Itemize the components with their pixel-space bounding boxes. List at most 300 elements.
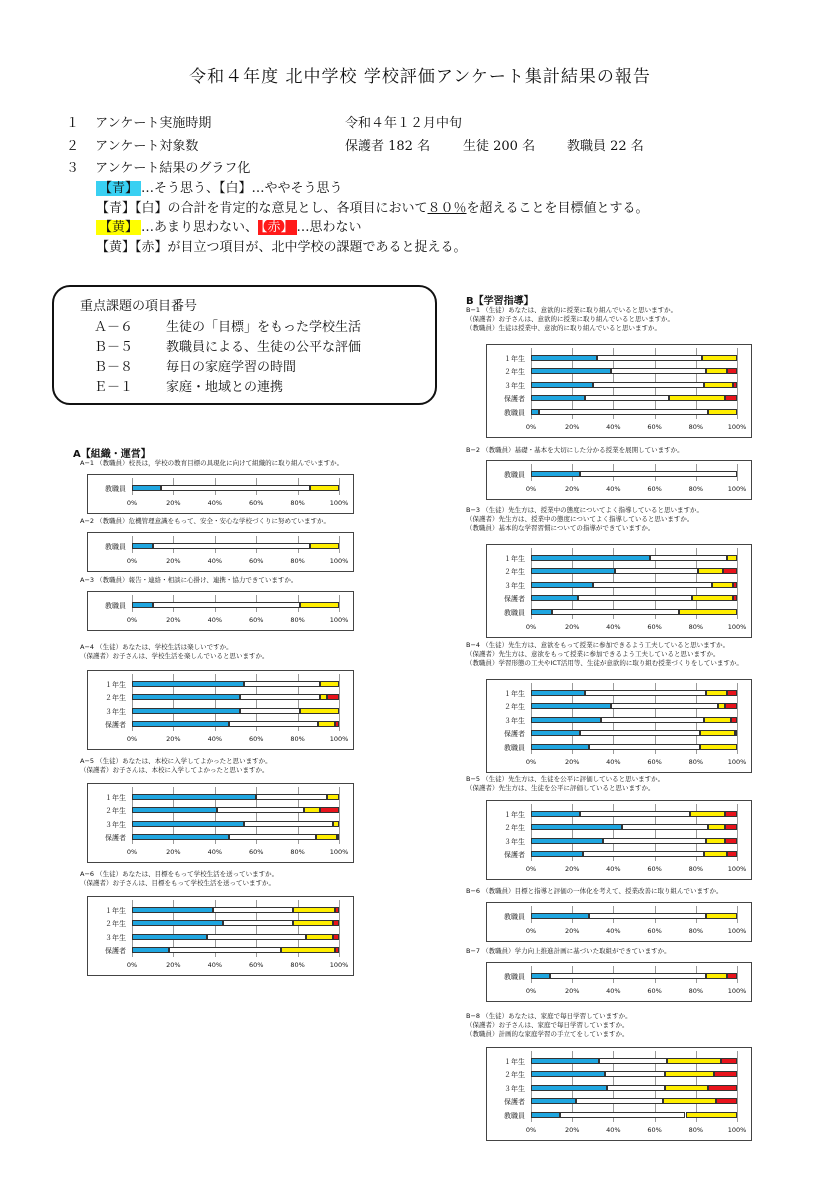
priority-text: 毎日の家庭学習の時間 bbox=[166, 360, 297, 375]
bar-segment-white bbox=[560, 1112, 686, 1118]
bar-segment-white bbox=[576, 1098, 663, 1104]
bar-segment-white bbox=[223, 920, 293, 926]
bar-segment-red bbox=[727, 690, 737, 696]
bar-segment-blue bbox=[132, 681, 244, 687]
question-text: （保護者）先生方は、生徒を公平に評価していると思いますか。 bbox=[466, 784, 655, 792]
question-text: A−6 （生徒）あなたは、目標をもって学校生活を送っていますか。 bbox=[80, 870, 279, 878]
bar-segment-blue bbox=[531, 609, 552, 615]
bar-segment-white bbox=[589, 744, 700, 750]
bar-segment-white bbox=[615, 568, 697, 574]
question-text: （保護者）お子さんは、家庭で毎日学習していますか。 bbox=[466, 1021, 629, 1029]
bar-segment-white bbox=[169, 947, 281, 953]
bar-row bbox=[531, 730, 737, 736]
axis-tick-label: 20% bbox=[564, 986, 580, 995]
bar-segment-yellow bbox=[669, 395, 725, 401]
bar-segment-blue bbox=[132, 543, 153, 549]
bar-segment-white bbox=[240, 694, 321, 700]
bar-segment-white bbox=[605, 1071, 665, 1077]
question-text: B−1 （生徒）あなたは、意欲的に授業に取り組んでいると思いますか。 bbox=[466, 306, 678, 314]
bar-segment-blue bbox=[531, 1112, 560, 1118]
question-text: A−2 （教職員）危機管理意識をもって、安全・安心な学校づくりに努めていますか。 bbox=[80, 517, 330, 525]
bar-segment-red bbox=[714, 1071, 737, 1077]
category-label: ２年生 bbox=[105, 694, 126, 703]
axis-tick-label: 0% bbox=[525, 422, 537, 431]
bar-row bbox=[132, 807, 339, 813]
bar-segment-red bbox=[733, 595, 737, 601]
axis-tick-label: 20% bbox=[564, 865, 580, 873]
axis-tick-label: 80% bbox=[688, 757, 704, 766]
axis-tick-label: 20% bbox=[564, 757, 580, 766]
bar-segment-yellow bbox=[281, 947, 335, 953]
question-text: （教職員）基本的な学習習慣についての指導ができていますか。 bbox=[466, 524, 655, 532]
bar-segment-white bbox=[603, 838, 706, 844]
bar-segment-white bbox=[593, 382, 704, 388]
bar-segment-blue bbox=[531, 973, 550, 979]
bar-segment-yellow bbox=[316, 834, 337, 840]
info-line-2 bbox=[66, 135, 198, 154]
category-label: ３年生 bbox=[504, 1084, 525, 1093]
axis-tick-label: 20% bbox=[564, 926, 580, 935]
bar-segment-yellow bbox=[300, 708, 339, 714]
gridline bbox=[339, 787, 340, 844]
stacked-bar-chart-a-5 bbox=[87, 783, 354, 863]
bar-segment-yellow bbox=[667, 1058, 721, 1064]
axis-tick-label: 100% bbox=[329, 556, 349, 565]
bar-segment-yellow bbox=[704, 717, 731, 723]
category-label: ３年生 bbox=[105, 820, 126, 829]
gridline bbox=[737, 683, 738, 754]
category-label: 保護者 bbox=[105, 834, 126, 843]
page-title: 令和４年度 北中学校 学校評価アンケート集計結果の報告 bbox=[189, 67, 651, 87]
bar-segment-white bbox=[580, 811, 689, 817]
bar-segment-blue bbox=[531, 471, 580, 477]
info-label: アンケート実施時期 bbox=[95, 116, 212, 131]
bar-segment-red bbox=[333, 920, 339, 926]
section-title-a: A【組織・運営】 bbox=[73, 449, 151, 460]
bar-segment-red bbox=[723, 568, 737, 574]
bar-segment-yellow bbox=[304, 807, 321, 813]
legend-text: …そう思う、【白】…ややそう思う bbox=[141, 181, 343, 196]
category-label: ２年生 bbox=[105, 807, 126, 816]
bar-row bbox=[531, 913, 737, 919]
bar-segment-white bbox=[256, 794, 326, 800]
bar-row bbox=[531, 395, 737, 401]
axis-tick-label: 0% bbox=[126, 556, 138, 565]
bar-segment-blue bbox=[132, 834, 229, 840]
bar-row bbox=[531, 1058, 737, 1064]
question-text: （教職員）生徒は授業中、意欲的に取り組んでいると思いますか。 bbox=[466, 324, 661, 332]
stacked-bar-chart-a-1 bbox=[87, 474, 354, 514]
axis-tick-label: 40% bbox=[606, 926, 621, 935]
bar-row bbox=[132, 485, 339, 491]
bar-row bbox=[132, 721, 339, 727]
info-line-3 bbox=[66, 157, 250, 176]
gridline bbox=[339, 478, 340, 495]
axis-tick-label: 0% bbox=[525, 865, 537, 873]
bar-segment-white bbox=[578, 595, 691, 601]
axis-tick-label: 100% bbox=[727, 986, 747, 995]
bar-segment-white bbox=[161, 485, 310, 491]
axis-tick-label: 20% bbox=[166, 848, 181, 856]
category-label: ２年生 bbox=[504, 1071, 525, 1080]
stacked-bar-chart-b-7 bbox=[486, 962, 752, 1002]
bar-segment-white bbox=[539, 409, 708, 415]
axis-tick-label: 20% bbox=[564, 622, 580, 631]
priority-text: 教職員による、生徒の公平な評価 bbox=[166, 340, 362, 355]
axis-tick-label: 20% bbox=[564, 422, 580, 431]
category-label: 教職員 bbox=[504, 912, 525, 921]
axis-tick-label: 100% bbox=[727, 865, 747, 873]
category-label: ３年生 bbox=[504, 381, 525, 390]
bar-segment-blue bbox=[531, 703, 611, 709]
blue-highlight: 【青】 bbox=[96, 181, 141, 196]
bar-segment-yellow bbox=[320, 681, 339, 687]
axis-tick-label: 60% bbox=[647, 926, 662, 935]
info-number: ２ bbox=[66, 139, 80, 154]
bar-row bbox=[132, 907, 339, 913]
count-staff: 教職員 22 名 bbox=[567, 139, 644, 154]
axis-tick-label: 80% bbox=[290, 735, 305, 743]
category-label: 保護者 bbox=[504, 1098, 525, 1107]
gridline bbox=[339, 536, 340, 553]
axis-tick-label: 0% bbox=[525, 484, 537, 493]
bar-segment-white bbox=[585, 690, 707, 696]
bar-segment-white bbox=[213, 907, 294, 913]
category-label: ３年生 bbox=[105, 933, 126, 942]
legend-text: を超えることを目標値とする。 bbox=[466, 201, 649, 216]
bar-segment-white bbox=[207, 934, 306, 940]
axis-tick-label: 40% bbox=[207, 498, 223, 507]
axis-tick-label: 60% bbox=[248, 848, 264, 856]
axis-tick-label: 0% bbox=[525, 622, 537, 631]
stacked-bar-chart-a-2 bbox=[87, 532, 354, 572]
category-label: ２年生 bbox=[504, 368, 525, 377]
axis-tick-label: 60% bbox=[248, 961, 264, 969]
axis-tick-label: 60% bbox=[647, 622, 662, 631]
bar-segment-yellow bbox=[706, 368, 727, 374]
count-students: 生徒 200 名 bbox=[463, 139, 536, 154]
axis-tick-label: 40% bbox=[606, 484, 621, 493]
bar-segment-yellow bbox=[306, 934, 333, 940]
bar-row bbox=[132, 681, 339, 687]
category-label: 教職員 bbox=[105, 484, 126, 493]
bar-segment-yellow bbox=[310, 543, 339, 549]
gridline bbox=[737, 348, 738, 419]
axis-tick-label: 100% bbox=[329, 498, 349, 507]
axis-tick-label: 80% bbox=[290, 556, 305, 565]
bar-row bbox=[132, 694, 339, 700]
bar-segment-red bbox=[727, 851, 737, 857]
bar-segment-yellow bbox=[327, 794, 339, 800]
axis-tick-label: 20% bbox=[166, 961, 181, 969]
stacked-bar-chart-b-4 bbox=[486, 679, 752, 773]
survey-period-value: 令和４年１２月中旬 bbox=[345, 116, 463, 131]
axis-tick-label: 80% bbox=[290, 615, 305, 624]
priority-item bbox=[94, 336, 361, 355]
axis-tick-label: 20% bbox=[166, 556, 181, 565]
bar-segment-yellow bbox=[704, 851, 727, 857]
bar-segment-blue bbox=[132, 807, 217, 813]
priority-title: 重点課題の項目番号 bbox=[80, 299, 198, 314]
category-label: 教職員 bbox=[504, 743, 525, 752]
axis-tick-label: 100% bbox=[727, 1125, 747, 1134]
bar-segment-blue bbox=[531, 568, 615, 574]
axis-tick-label: 80% bbox=[688, 622, 704, 631]
category-label: 教職員 bbox=[504, 1111, 525, 1120]
bar-segment-white bbox=[593, 582, 712, 588]
bar-segment-yellow bbox=[665, 1085, 708, 1091]
bar-segment-blue bbox=[132, 907, 213, 913]
question-text: （保護者）先生方は、意欲をもって授業に参加できるよう工夫していると思いますか。 bbox=[466, 650, 720, 658]
axis-tick-label: 60% bbox=[248, 556, 264, 565]
gridline bbox=[737, 966, 738, 983]
bar-segment-yellow bbox=[700, 730, 735, 736]
question-text: B−4 （生徒）先生方は、意欲をもって授業に参加できるよう工夫していると思いますか。 bbox=[466, 641, 730, 649]
bar-row bbox=[132, 934, 339, 940]
bar-segment-yellow bbox=[698, 568, 723, 574]
bar-segment-blue bbox=[531, 811, 580, 817]
bar-row bbox=[531, 1112, 737, 1118]
bar-segment-white bbox=[552, 609, 680, 615]
axis-tick-label: 100% bbox=[727, 926, 747, 935]
legend-line-3 bbox=[96, 216, 362, 235]
axis-tick-label: 100% bbox=[329, 848, 349, 856]
axis-tick-label: 40% bbox=[207, 961, 223, 969]
category-label: １年生 bbox=[504, 689, 525, 698]
axis-tick-label: 60% bbox=[647, 757, 662, 766]
bar-segment-blue bbox=[132, 602, 153, 608]
bar-segment-white bbox=[550, 973, 707, 979]
bar-segment-red bbox=[335, 907, 339, 913]
bar-segment-blue bbox=[531, 382, 593, 388]
gridline bbox=[339, 900, 340, 957]
axis-tick-label: 80% bbox=[688, 926, 704, 935]
bar-segment-yellow bbox=[333, 821, 339, 827]
bar-segment-yellow bbox=[318, 721, 335, 727]
red-highlight: 【赤】 bbox=[258, 220, 297, 235]
count-parents: 保護者 182 名 bbox=[345, 139, 431, 154]
axis-tick-label: 0% bbox=[525, 986, 537, 995]
legend-text: 【青】【白】の合計を肯定的な意見とし、各項目において bbox=[96, 201, 428, 216]
bar-segment-white bbox=[229, 834, 316, 840]
bar-segment-red bbox=[335, 721, 339, 727]
bar-segment-red bbox=[727, 973, 737, 979]
axis-tick-label: 60% bbox=[647, 986, 662, 995]
category-label: １年生 bbox=[105, 680, 126, 689]
question-text: （保護者）お子さんは、学校生活を楽しんでいると思いますか。 bbox=[80, 652, 269, 660]
category-label: 保護者 bbox=[504, 395, 525, 404]
question-text: B−6 （教職員）目標と指導と評価の一体化を考えて、授業改善に取り組んでいますか。 bbox=[466, 887, 723, 895]
axis-tick-label: 40% bbox=[606, 865, 621, 873]
bar-segment-blue bbox=[132, 794, 256, 800]
bar-row bbox=[132, 821, 339, 827]
stacked-bar-chart-a-4 bbox=[87, 670, 354, 750]
bar-segment-blue bbox=[531, 395, 585, 401]
stacked-bar-chart-b-2 bbox=[486, 460, 752, 500]
bar-segment-blue bbox=[132, 694, 240, 700]
question-text: A−5 （生徒）あなたは、本校に入学してよかったと思いますか。 bbox=[80, 757, 272, 765]
axis-tick-label: 0% bbox=[126, 961, 138, 969]
question-text: （保護者）お子さんは、意欲的に授業に取り組んでいると思いますか。 bbox=[466, 315, 674, 323]
bar-row bbox=[531, 824, 737, 830]
bar-segment-yellow bbox=[690, 811, 725, 817]
question-text: B−5 （生徒）先生方は、生徒を公平に評価していると思いますか。 bbox=[466, 775, 665, 783]
category-label: ３年生 bbox=[105, 707, 126, 716]
bar-segment-blue bbox=[132, 920, 223, 926]
question-text: B−2 （教職員）基礎・基本を大切にした分かる授業を展開していますか。 bbox=[466, 446, 684, 454]
axis-tick-label: 40% bbox=[207, 556, 223, 565]
bar-segment-white bbox=[580, 471, 737, 477]
axis-tick-label: 0% bbox=[525, 926, 537, 935]
bar-row bbox=[531, 609, 737, 615]
bar-segment-yellow bbox=[692, 595, 733, 601]
bar-segment-blue bbox=[531, 730, 580, 736]
bar-row bbox=[531, 838, 737, 844]
axis-tick-label: 40% bbox=[207, 615, 223, 624]
bar-segment-white bbox=[217, 807, 304, 813]
stacked-bar-chart-a-6 bbox=[87, 896, 354, 976]
bar-row bbox=[531, 409, 737, 415]
axis-tick-label: 20% bbox=[564, 484, 580, 493]
bar-segment-white bbox=[240, 708, 300, 714]
bar-segment-red bbox=[733, 382, 737, 388]
axis-tick-label: 0% bbox=[126, 615, 138, 624]
bar-segment-white bbox=[599, 1058, 667, 1064]
axis-tick-label: 60% bbox=[647, 484, 662, 493]
bar-row bbox=[531, 595, 737, 601]
bar-segment-white bbox=[229, 721, 318, 727]
bar-segment-white bbox=[580, 730, 699, 736]
legend-line-2 bbox=[96, 197, 649, 216]
legend-line-4: 【黄】【赤】が目立つ項目が、北中学校の課題であると捉える。 bbox=[96, 240, 467, 255]
bar-segment-white bbox=[244, 681, 321, 687]
axis-tick-label: 40% bbox=[207, 735, 223, 743]
category-label: 保護者 bbox=[504, 851, 525, 860]
question-text: A−1 （教職員）校長は，学校の教育目標の具現化に向けて組織的に取り組んでいますか。 bbox=[80, 459, 344, 467]
category-label: １年生 bbox=[504, 354, 525, 363]
stacked-bar-chart-b-1 bbox=[486, 344, 752, 438]
axis-tick-label: 0% bbox=[126, 848, 138, 856]
axis-tick-label: 80% bbox=[290, 961, 305, 969]
bar-segment-red bbox=[725, 395, 737, 401]
bar-segment-red bbox=[735, 730, 737, 736]
bar-segment-blue bbox=[132, 721, 229, 727]
bar-segment-yellow bbox=[727, 555, 737, 561]
category-label: １年生 bbox=[105, 906, 126, 915]
axis-tick-label: 40% bbox=[606, 422, 621, 431]
gridline bbox=[737, 464, 738, 481]
bar-row bbox=[531, 690, 737, 696]
axis-tick-label: 60% bbox=[248, 498, 264, 507]
bar-row bbox=[531, 568, 737, 574]
bar-segment-blue bbox=[531, 1098, 576, 1104]
priority-box bbox=[52, 285, 437, 405]
axis-tick-label: 40% bbox=[606, 757, 621, 766]
axis-tick-label: 20% bbox=[166, 498, 181, 507]
question-text: （保護者）お子さんは、目標をもって学校生活を送っていますか。 bbox=[80, 879, 275, 887]
axis-tick-label: 80% bbox=[688, 484, 704, 493]
question-text: B−8 （生徒）あなたは、家庭で毎日学習していますか。 bbox=[466, 1012, 632, 1020]
bar-segment-yellow bbox=[706, 690, 727, 696]
category-label: 保護者 bbox=[504, 595, 525, 604]
gridline bbox=[737, 548, 738, 619]
bar-segment-white bbox=[607, 1085, 665, 1091]
bar-row bbox=[531, 703, 737, 709]
bar-segment-blue bbox=[132, 947, 169, 953]
info-label: アンケート対象数 bbox=[95, 139, 199, 154]
bar-segment-blue bbox=[531, 690, 585, 696]
category-label: １年生 bbox=[504, 810, 525, 819]
axis-tick-label: 80% bbox=[290, 848, 305, 856]
category-label: ３年生 bbox=[504, 581, 525, 590]
bar-row bbox=[531, 811, 737, 817]
bar-segment-blue bbox=[531, 409, 539, 415]
target-value: ８０％ bbox=[427, 201, 467, 216]
question-text: （教職員）学習形態の工夫やICT活用等、生徒が意欲的に取り組む授業づくりをしていますか。 bbox=[466, 659, 743, 667]
bar-segment-red bbox=[716, 1098, 737, 1104]
question-text: B−3 （生徒）先生方は、授業中の態度についてよく指導していると思いますか。 bbox=[466, 506, 703, 514]
axis-tick-label: 100% bbox=[727, 622, 747, 631]
category-label: 教職員 bbox=[504, 470, 525, 479]
bar-segment-white bbox=[153, 602, 300, 608]
axis-tick-label: 40% bbox=[207, 848, 223, 856]
bar-segment-white bbox=[589, 913, 706, 919]
bar-segment-blue bbox=[531, 717, 601, 723]
bar-segment-red bbox=[337, 834, 339, 840]
bar-segment-yellow bbox=[706, 973, 727, 979]
info-label: アンケート結果のグラフ化 bbox=[95, 161, 251, 176]
gridline bbox=[737, 804, 738, 861]
category-label: 保護者 bbox=[105, 947, 126, 956]
bar-segment-blue bbox=[531, 851, 583, 857]
bar-segment-blue bbox=[531, 1058, 599, 1064]
bar-segment-white bbox=[650, 555, 726, 561]
bar-row bbox=[531, 368, 737, 374]
bar-segment-yellow bbox=[679, 609, 737, 615]
bar-segment-yellow bbox=[706, 913, 737, 919]
question-text: （教職員）計画的な家庭学習の手立てをしていますか。 bbox=[466, 1030, 629, 1038]
legend-text: …あまり思わない、 bbox=[141, 220, 259, 235]
axis-tick-label: 0% bbox=[126, 498, 138, 507]
bar-segment-yellow bbox=[700, 744, 737, 750]
axis-tick-label: 100% bbox=[329, 961, 349, 969]
bar-segment-blue bbox=[132, 708, 240, 714]
bar-row bbox=[531, 382, 737, 388]
bar-segment-blue bbox=[531, 355, 597, 361]
bar-segment-yellow bbox=[686, 1112, 738, 1118]
axis-tick-label: 100% bbox=[329, 735, 349, 743]
category-label: １年生 bbox=[105, 793, 126, 802]
axis-tick-label: 80% bbox=[688, 1125, 704, 1134]
bar-segment-yellow bbox=[300, 602, 339, 608]
axis-tick-label: 60% bbox=[248, 735, 264, 743]
bar-segment-yellow bbox=[310, 485, 339, 491]
category-label: 教職員 bbox=[504, 408, 525, 417]
bar-segment-yellow bbox=[708, 824, 724, 830]
axis-tick-label: 20% bbox=[166, 615, 181, 624]
priority-item bbox=[94, 316, 361, 335]
category-label: １年生 bbox=[504, 1057, 525, 1066]
bar-segment-red bbox=[708, 1085, 737, 1091]
bar-segment-yellow bbox=[706, 838, 725, 844]
section-title-b: B【学習指導】 bbox=[466, 296, 534, 307]
bar-segment-blue bbox=[531, 838, 603, 844]
bar-row bbox=[531, 471, 737, 477]
category-label: ２年生 bbox=[504, 824, 525, 833]
bar-row bbox=[132, 708, 339, 714]
stacked-bar-chart-b-6 bbox=[486, 902, 752, 942]
question-text: A−4 （生徒）あなたは、学校生活は楽しいですか。 bbox=[80, 643, 233, 651]
